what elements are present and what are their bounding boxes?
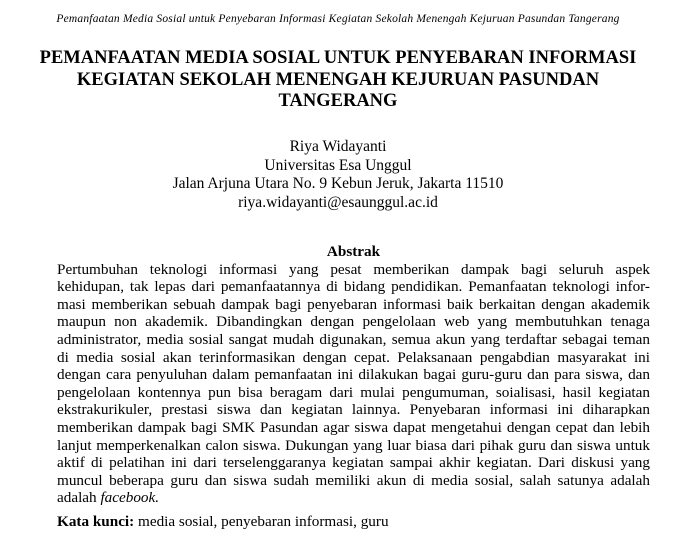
keywords-label: Kata kunci: — [57, 512, 135, 530]
abstract-line: aktif di pelatihan ini dari terselenggaranya kegiatan sampai akhir kegiatan. Dari diskusi yang — [57, 454, 650, 472]
abstract-line: maupun non akademik. Dibandingkan dengan pengelolaan web yang membutuhkan tenaga — [57, 313, 650, 331]
keywords-value: media sosial, penyebaran informasi, guru — [138, 512, 389, 530]
abstract-heading: Abstrak — [326, 243, 381, 260]
running-header: Pemanfaatan Media Sosial untuk Penyebaran Informasi Kegiatan Sekolah Menengah Kejuruan Pasundan Tangerang — [56, 13, 620, 25]
paper-title-line-1: PEMANFAATAN MEDIA SOSIAL UNTUK PENYEBARAN INFORMASI — [39, 48, 637, 68]
abstract-line: dengan cara penyuluhan dalam pemanfaatan ini dilakukan bagai guru-guru dan para siswa, dan — [57, 366, 650, 384]
paper-title-line-2: KEGIATAN SEKOLAH MENENGAH KEJURUAN PASUNDAN — [76, 69, 600, 90]
abstract-line: di media sosial akan terinformasikan dengan cepat. Pelaksanaan pengabdian masyarakat ini — [57, 348, 650, 366]
author-name: Riya Widayanti — [289, 138, 387, 155]
abstract-line: lanjut memperkenalkan calon siswa. Dukungan yang luar biasa dari pihak guru dan siswa untuk — [57, 436, 650, 454]
abstract-section — [57, 243, 650, 531]
abstract-line: pengelolaan kontennya pun bisa beragam dari mulai pengumuman, soialisasi, hasil kegiatan — [57, 383, 650, 401]
author-address: Jalan Arjuna Utara No. 9 Kebun Jeruk, Jakarta 11510 — [172, 175, 504, 192]
keywords-line — [57, 513, 650, 531]
abstract-line: muncul beberapa guru dan siswa sudah memiliki akun di media sosial, salah satunya adalah — [57, 471, 650, 489]
abstract-line: ekstrakurikuler, prestasi siswa dan kegiatan lainnya. Penyebaran informasi ini diharapkan — [57, 401, 650, 419]
abstract-last-line-italic: facebook. — [100, 489, 160, 507]
abstract-line: kehidupan, tak lepas dari pemanfaatannya di bidang pendidikan. Pemanfaatan teknologi infor- — [57, 278, 650, 296]
author-affiliation: Universitas Esa Unggul — [264, 156, 412, 174]
abstract-line: Pertumbuhan teknologi informasi yang pesat memberikan dampak bagi seluruh aspek — [57, 260, 650, 278]
paper-title — [0, 48, 676, 113]
paper-title-line-3: TANGERANG — [278, 91, 398, 111]
abstract-last-line — [57, 489, 650, 507]
abstract-line: memberikan dampak bagi SMK Pasundan agar siswa dapat mengetahui dengan cepat dan lebih — [57, 418, 650, 436]
author-block — [0, 138, 676, 212]
abstract-last-line-text: adalah — [57, 489, 101, 507]
author-email: riya.widayanti@esaunggul.ac.id — [238, 193, 438, 211]
abstract-line: administrator, media sosial sangat mudah digunakan, semua akun yang terdaftar sebagai teman — [57, 330, 650, 348]
abstract-line: masi memberikan sebuah dampak bagi penyebaran informasi baik berkaitan dengan akademik — [57, 295, 650, 313]
